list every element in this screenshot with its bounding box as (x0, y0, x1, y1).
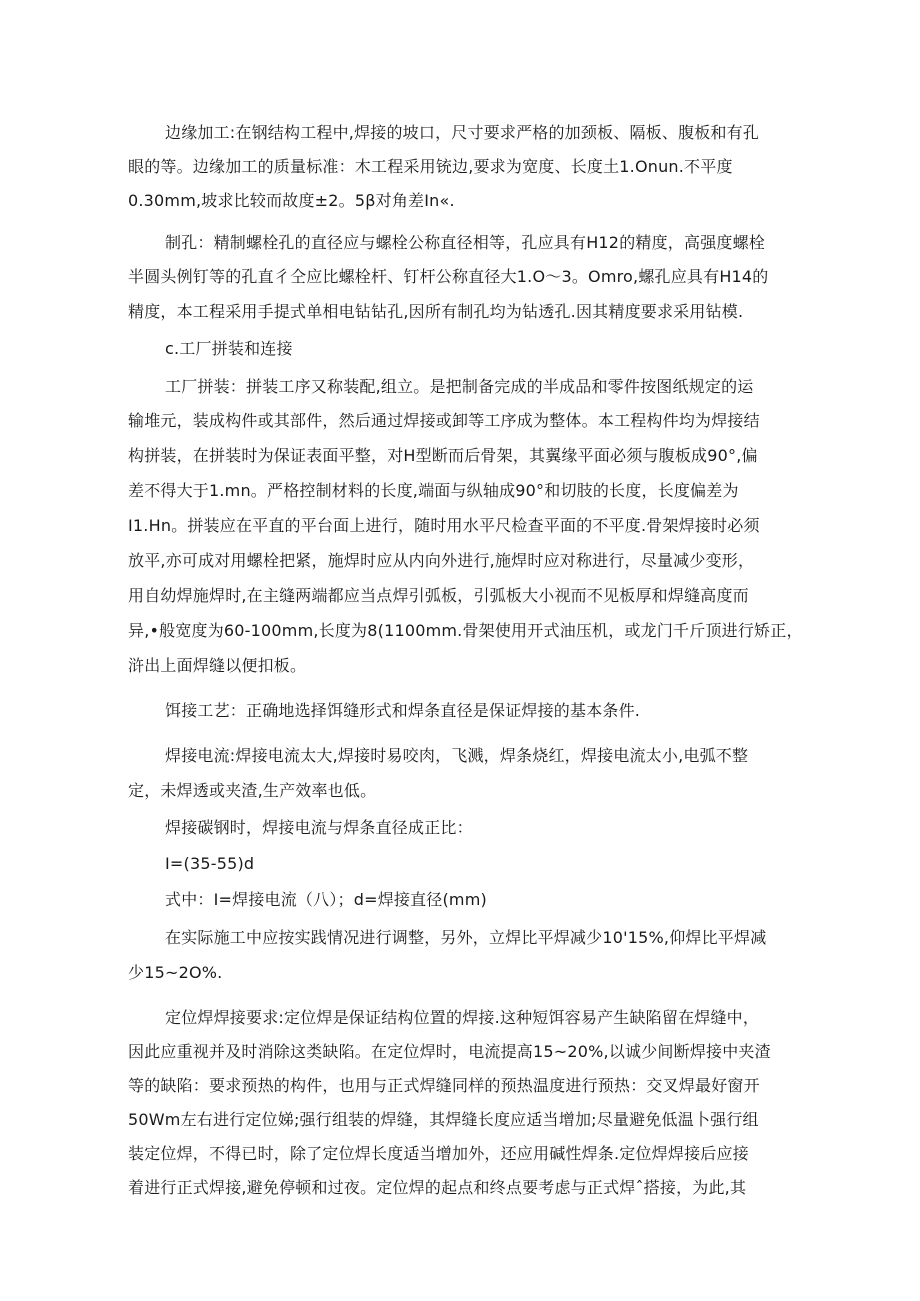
text-line: 用自幼焊施焊时,在主缝两端都应当点焊引弧板，引弧板大小视而不见板厚和焊缝高度而 (128, 586, 749, 605)
text-line: I1.Hn。拼装应在平直的平台面上进行，随时用水平尺检查平面的不平度.骨架焊接时必须 (128, 516, 760, 535)
text-line: 半圆头例钉等的孔直彳仝应比螺栓杆、钉杆公称直径大1.O〜3。Omro,螺孔应具有H14的 (128, 267, 769, 286)
text-line: 定位焊焊接要求:定位焊是保证结构位置的焊接.这种短饵容易产生缺陷留在焊缝中， (165, 1008, 760, 1027)
text-line: 差不得大于1.mn。严格控制材料的长度,端面与纵轴成90°和切肢的长度，长度偏差为 (128, 481, 739, 500)
text-line: 0.30mm,坡求比较而故度±2。5β对角差In«. (128, 191, 455, 210)
text-line: 异,•般宽度为60-100mm,长度为8(1100mm.骨架使用开式油压机，或龙门千斤顶进行矫正， (128, 621, 803, 640)
text-line: 精度，本工程采用手提式单相电钻钻孔,因所有制孔均为钻透孔.因其精度要求采用钻模. (128, 302, 744, 321)
text-line: 定，未焊透或夹渣,生产效率也低。 (128, 781, 377, 800)
formula-line: I=(35-55)d (165, 854, 255, 873)
text-line: 放平,亦可成对用螺栓把紧，施焊时应从内向外进行,施焊时应对称进行，尽量减少变形， (128, 551, 755, 570)
text-line: 50Wm左右进行定位娣;强行组装的焊缝，其焊缝长度应适当增加;尽量避免低温卜强行组 (128, 1110, 759, 1129)
text-line: 浒出上面焊缝以便扣板。 (128, 656, 307, 675)
text-line: 等的缺陷：要求预热的构件，也用与正式焊缝同样的预热温度进行预热：交叉焊最好窗开 (128, 1076, 760, 1095)
text-line: 构拼装，在拼装时为保证表面平整，对H型断而后骨架，其翼缘平面必须与腹板成90°,偏 (128, 446, 758, 465)
section-heading: c.工厂拼装和连接 (165, 339, 293, 358)
text-line: 少15~2O%. (128, 963, 223, 982)
text-line: 因此应重视并及时消除这类缺陷。在定位焊时，电流提高15~20%,以诚少间断焊接中夹渣 (128, 1042, 771, 1061)
text-line: 焊接电流:焊接电流太大,焊接时易咬肉，飞溅，焊条烧红，焊接电流太小,电弧不整 (165, 746, 749, 765)
text-line: 装定位焊，不得已时，除了定位焊长度适当增加外，还应用碱性焊条.定位焊焊接后应接 (128, 1144, 749, 1163)
text-line: 在实际施工中应按实践情况进行调整，另外，立焊比平焊减少10'15%,仰焊比平焊减 (165, 928, 767, 947)
text-line: 工厂拼装：拼装工序又称装配,组立。是把制备完成的半成品和零件按图纸规定的运 (165, 377, 754, 396)
text-line: 着进行正式焊接,避免停顿和过夜。定位焊的起点和终点要考虑与正式焊ˆ搭接，为此,其 (128, 1178, 747, 1197)
text-line: 边缘加工:在钢结构工程中,焊接的坡口，尺寸要求严格的加颈板、隔板、腹板和有孔 (165, 123, 760, 142)
text-line: 式中：I=焊接电流（八）；d=焊接直径(mm) (165, 890, 487, 909)
text-line: 制孔：精制螺栓孔的直径应与螺栓公称直径相等，孔应具有H12的精度，高强度螺栓 (165, 233, 765, 252)
text-line: 眼的等。边缘加工的质量标准：木工程采用铳边,要求为宽度、长度土1.Onun.不平度 (128, 157, 733, 176)
text-line: 焊接碳钢时，焊接电流与焊条直径成正比： (165, 818, 473, 837)
text-line: 输堆元，装成构件或其部件，然后通过焊接或卸等工序成为整体。本工程构件均为焊接结 (128, 411, 760, 430)
text-line: 饵接工艺：正确地选择饵缝形式和焊条直径是保证焊接的基本条件. (165, 701, 641, 720)
